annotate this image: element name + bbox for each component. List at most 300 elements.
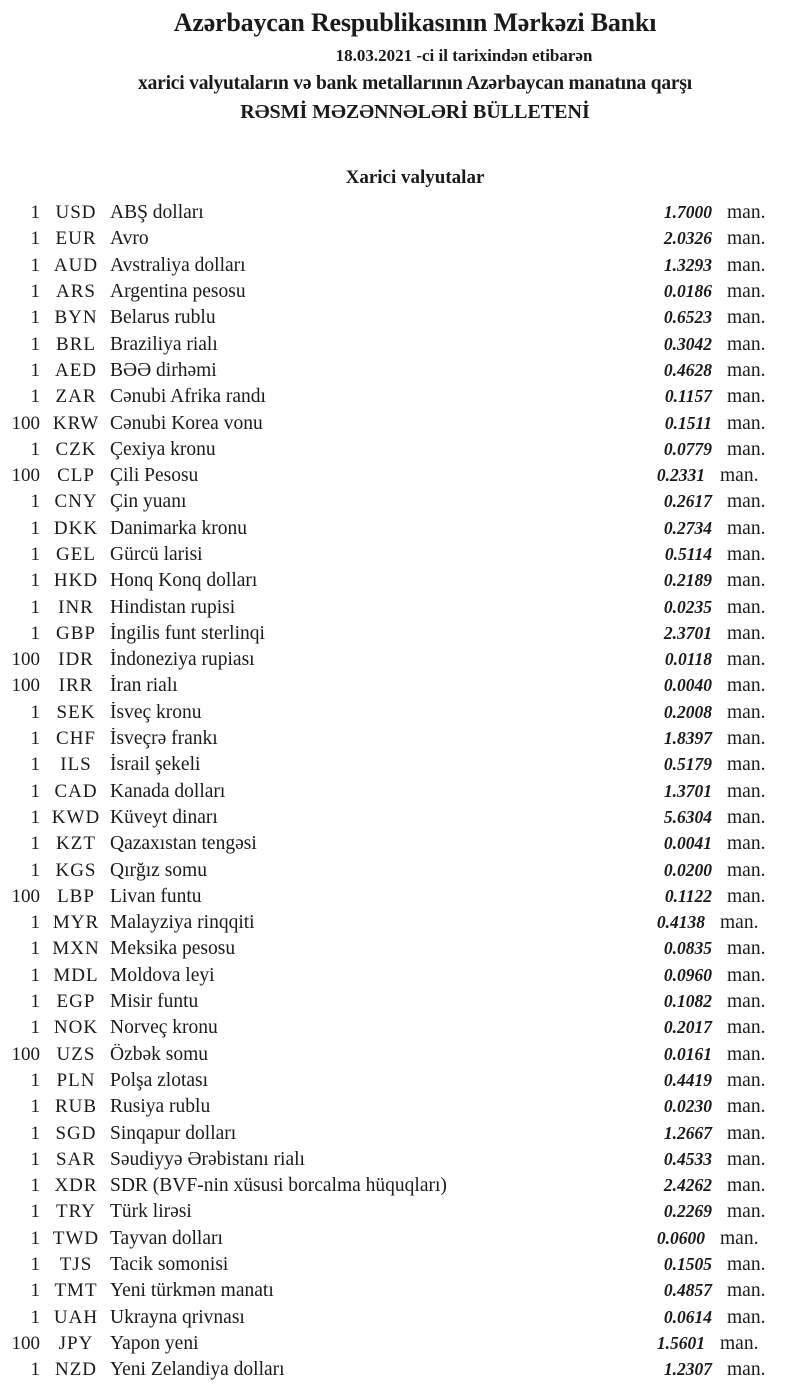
bulletin-title: RƏSMİ MƏZƏNNƏLƏRİ BÜLLETENİ — [240, 101, 590, 123]
currency-name: Meksika pesosu — [110, 938, 236, 960]
currency-quantity: 1 — [30, 333, 40, 355]
currency-name: Yapon yeni — [110, 1332, 199, 1354]
rate-unit-label: man. — [727, 570, 766, 592]
currency-name: ABŞ dolları — [110, 202, 204, 224]
rate-group — [622, 281, 772, 303]
rate-row — [0, 542, 800, 568]
currency-code: BYN — [54, 307, 98, 329]
rate-row — [0, 279, 800, 305]
currency-code: NZD — [54, 1359, 98, 1381]
currency-quantity: 1 — [30, 438, 40, 460]
rate-group — [622, 334, 772, 356]
currency-code: KRW — [52, 412, 100, 434]
bulletin-header — [0, 0, 800, 189]
effective-date-line: 18.03.2021 -ci il tarixindən etibarən — [335, 46, 593, 65]
rate-row — [0, 1042, 800, 1068]
currency-code: IRR — [58, 675, 94, 697]
currency-quantity: 1 — [30, 1017, 40, 1039]
rate-group — [622, 754, 772, 776]
rate-row — [0, 384, 800, 410]
currency-name: Çin yuanı — [110, 491, 187, 513]
currency-quantity: 1 — [30, 386, 40, 408]
rate-group — [622, 1123, 772, 1145]
rate-value: 0.2189 — [663, 570, 712, 591]
currency-name: Çexiya kronu — [110, 438, 216, 460]
rate-group — [622, 386, 772, 408]
currency-code: SAR — [56, 1148, 96, 1170]
currency-quantity: 1 — [30, 544, 40, 565]
rate-value: 0.4628 — [663, 359, 712, 380]
currency-name: İsveç kronu — [110, 701, 202, 723]
currency-code: BRL — [56, 333, 96, 355]
rate-row — [0, 226, 800, 252]
currency-quantity: 1 — [30, 833, 40, 855]
rate-unit-label: man. — [727, 544, 766, 565]
currency-code: EUR — [55, 228, 97, 250]
currency-name: Cənubi Korea vonu — [110, 412, 263, 434]
rate-row — [0, 1226, 800, 1252]
currency-code: ILS — [60, 754, 92, 776]
rate-value: 0.6523 — [663, 307, 712, 328]
bank-name-title: Azərbaycan Respublikasının Mərkəzi Bankı — [173, 8, 657, 37]
rate-row — [0, 910, 800, 936]
rate-unit-label: man. — [727, 1148, 766, 1170]
currency-name: Avro — [110, 228, 149, 250]
rate-group — [622, 886, 772, 908]
rate-unit-label: man. — [727, 1254, 766, 1276]
currency-name: Gürcü larisi — [110, 544, 203, 565]
rate-row — [0, 358, 800, 384]
currency-name: BƏƏ dirhəmi — [110, 359, 217, 381]
rate-value: 0.0041 — [663, 833, 712, 854]
currency-code: CZK — [55, 438, 97, 460]
rate-row — [0, 647, 800, 673]
rate-row — [0, 673, 800, 699]
currency-name: Sinqapur dolları — [110, 1122, 237, 1144]
rate-value: 1.5601 — [656, 1332, 705, 1353]
rate-value: 0.0779 — [663, 438, 712, 459]
rate-value: 0.1082 — [663, 991, 712, 1012]
rate-group — [622, 518, 772, 540]
currency-code: TRY — [56, 1201, 96, 1223]
currency-quantity: 1 — [30, 622, 40, 644]
rate-group — [622, 1201, 772, 1223]
rate-row — [0, 1357, 800, 1383]
rate-group — [615, 465, 765, 487]
currency-code: GBP — [56, 622, 96, 644]
rate-value: 0.3042 — [663, 333, 712, 354]
rate-unit-label: man. — [727, 307, 766, 329]
currency-name: Hindistan rupisi — [110, 596, 236, 618]
currency-code: GEL — [56, 544, 96, 565]
currency-quantity: 1 — [30, 859, 40, 881]
currency-name: Küveyt dinarı — [110, 806, 218, 828]
rate-group — [622, 1307, 772, 1329]
currency-code: UZS — [56, 1043, 96, 1065]
currency-quantity: 1 — [30, 1122, 40, 1144]
rate-group — [622, 1044, 772, 1066]
rate-value: 0.0118 — [664, 649, 712, 670]
rate-value: 0.0235 — [663, 596, 712, 617]
rate-group — [622, 702, 772, 724]
currency-code: JPY — [58, 1332, 94, 1354]
rate-row — [0, 779, 800, 805]
rate-value: 0.0960 — [663, 964, 712, 985]
rate-value: 0.1157 — [664, 386, 712, 407]
currency-code: KWD — [51, 806, 101, 828]
currency-code: MDL — [53, 964, 99, 986]
currency-name: Türk lirəsi — [110, 1201, 192, 1223]
section-title-foreign-currencies: Xarici valyutalar — [345, 167, 485, 188]
rate-row — [0, 437, 800, 463]
currency-name: Polşa zlotası — [110, 1069, 209, 1091]
currency-quantity: 1 — [30, 491, 40, 513]
rate-unit-label: man. — [727, 649, 766, 671]
currency-quantity: 1 — [30, 281, 40, 303]
rate-unit-label: man. — [727, 228, 766, 250]
rate-row — [0, 1147, 800, 1173]
rate-row — [0, 489, 800, 515]
rate-value: 0.5114 — [664, 544, 712, 564]
rate-unit-label: man. — [727, 386, 766, 408]
rate-group — [622, 623, 772, 645]
currency-quantity: 1 — [30, 359, 40, 381]
rate-row — [0, 884, 800, 910]
rate-unit-label: man. — [727, 1306, 766, 1328]
currency-name: Rusiya rublu — [110, 1096, 211, 1118]
rate-unit-label: man. — [727, 1201, 766, 1223]
rate-row — [0, 621, 800, 647]
rate-unit-label: man. — [727, 333, 766, 355]
rate-unit-label: man. — [727, 675, 766, 697]
rate-value: 0.2269 — [663, 1201, 712, 1222]
rate-row — [0, 726, 800, 752]
rate-value: 0.2331 — [656, 465, 705, 486]
currency-code: AUD — [53, 254, 99, 276]
rate-group — [622, 1096, 772, 1118]
rate-value: 0.2617 — [663, 491, 712, 512]
currency-code: INR — [58, 596, 94, 618]
rate-unit-label: man. — [727, 885, 766, 907]
currency-code: CLP — [57, 465, 95, 487]
rate-row — [0, 331, 800, 357]
rate-unit-label: man. — [727, 1175, 766, 1197]
currency-quantity: 1 — [30, 1254, 40, 1276]
currency-name: SDR (BVF-nin xüsusi borcalma hüquqları) — [110, 1175, 447, 1197]
currency-code: LBP — [57, 885, 95, 907]
currency-quantity: 100 — [11, 675, 40, 697]
rate-group — [622, 675, 772, 697]
currency-name: Braziliya rialı — [110, 333, 218, 355]
rate-value: 0.5179 — [663, 754, 712, 775]
currency-name: Cənubi Afrika randı — [110, 386, 266, 408]
rate-row — [0, 568, 800, 594]
rate-group — [622, 965, 772, 987]
currency-code: CNY — [54, 491, 98, 513]
currency-quantity: 100 — [11, 1332, 40, 1354]
rate-unit-label: man. — [727, 596, 766, 618]
rate-unit-label: man. — [727, 728, 766, 750]
currency-quantity: 1 — [30, 701, 40, 723]
rate-unit-label: man. — [720, 1332, 759, 1354]
currency-quantity: 1 — [30, 912, 40, 934]
currency-code: SEK — [56, 701, 96, 723]
currency-code: PLN — [56, 1069, 96, 1091]
rate-row — [0, 1120, 800, 1146]
currency-code: AED — [54, 359, 98, 381]
rate-row — [0, 1068, 800, 1094]
currency-quantity: 1 — [30, 1148, 40, 1170]
rate-group — [622, 860, 772, 882]
rate-unit-label: man. — [727, 964, 766, 986]
currency-quantity: 1 — [30, 938, 40, 960]
currency-name: Argentina pesosu — [110, 281, 246, 303]
rate-value: 0.0600 — [656, 1227, 705, 1248]
rate-unit-label: man. — [727, 517, 766, 539]
rate-row — [0, 253, 800, 279]
currency-quantity: 1 — [30, 1069, 40, 1091]
rate-unit-label: man. — [727, 412, 766, 434]
currency-code: KZT — [56, 833, 96, 855]
currency-name: Danimarka kronu — [110, 517, 247, 539]
rate-row — [0, 1304, 800, 1330]
currency-quantity: 1 — [30, 964, 40, 986]
currency-name: Belarus rublu — [110, 307, 216, 329]
currency-name: Misir funtu — [110, 991, 199, 1013]
rate-row — [0, 463, 800, 489]
currency-quantity: 1 — [30, 1359, 40, 1381]
rate-unit-label: man. — [727, 938, 766, 960]
rate-value: 1.7000 — [663, 202, 712, 223]
currency-code: USD — [55, 202, 97, 224]
rate-unit-label: man. — [727, 359, 766, 381]
currency-name: Qırğız somu — [110, 859, 207, 881]
currency-name: Tacik somonisi — [110, 1254, 229, 1276]
exchange-rates-table — [0, 200, 800, 1383]
rate-group — [622, 649, 772, 671]
rate-value: 1.8397 — [663, 728, 712, 749]
currency-quantity: 1 — [30, 596, 40, 618]
rate-group — [615, 1228, 765, 1250]
rate-group — [622, 781, 772, 803]
rate-row — [0, 1331, 800, 1357]
rate-row — [0, 805, 800, 831]
rate-unit-label: man. — [727, 780, 766, 802]
currency-code: KGS — [55, 859, 97, 881]
currency-name: Tayvan dolları — [110, 1227, 223, 1249]
currency-code: HKD — [53, 570, 99, 592]
rate-unit-label: man. — [727, 491, 766, 513]
rate-group — [622, 807, 772, 829]
rate-value: 0.1511 — [664, 412, 712, 433]
currency-quantity: 1 — [30, 806, 40, 828]
rate-value: 0.4857 — [663, 1280, 712, 1301]
rate-group — [622, 544, 772, 566]
rate-unit-label: man. — [727, 701, 766, 723]
rate-row — [0, 1252, 800, 1278]
currency-code: TJS — [59, 1254, 93, 1276]
currency-quantity: 1 — [30, 1280, 40, 1302]
currency-quantity: 1 — [30, 517, 40, 539]
rate-group — [622, 202, 772, 224]
rate-unit-label: man. — [727, 833, 766, 855]
currency-quantity: 1 — [30, 228, 40, 250]
rate-group — [622, 413, 772, 435]
rate-value: 0.2008 — [663, 701, 712, 722]
currency-quantity: 100 — [11, 649, 40, 671]
currency-quantity: 1 — [30, 728, 40, 750]
currency-quantity: 100 — [11, 465, 40, 487]
rate-group — [622, 1070, 772, 1092]
currency-name: İndoneziya rupiası — [110, 649, 255, 671]
currency-code: RUB — [54, 1096, 98, 1118]
rate-unit-label: man. — [727, 202, 766, 224]
currency-code: CAD — [54, 780, 98, 802]
rate-unit-label: man. — [727, 991, 766, 1013]
rate-row — [0, 200, 800, 226]
rate-value: 0.2734 — [663, 517, 712, 538]
rate-value: 1.2307 — [663, 1359, 712, 1380]
rate-group — [622, 833, 772, 855]
rate-unit-label: man. — [727, 1069, 766, 1091]
currency-code: TWD — [52, 1227, 100, 1249]
rate-value: 1.3293 — [663, 254, 712, 275]
rate-unit-label: man. — [727, 859, 766, 881]
rate-row — [0, 516, 800, 542]
currency-name: Səudiyyə Ərəbistanı rialı — [110, 1148, 305, 1170]
currency-name: Livan funtu — [110, 885, 202, 907]
rate-group — [622, 1149, 772, 1171]
rate-unit-label: man. — [727, 1043, 766, 1065]
rate-value: 0.0200 — [663, 859, 712, 880]
rate-unit-label: man. — [727, 1122, 766, 1144]
rate-group — [622, 1280, 772, 1302]
currency-quantity: 100 — [11, 885, 40, 907]
rate-unit-label: man. — [727, 1096, 766, 1118]
rate-row — [0, 1199, 800, 1225]
currency-quantity: 1 — [30, 991, 40, 1013]
currency-name: Moldova leyi — [110, 964, 215, 986]
rate-row — [0, 989, 800, 1015]
rate-unit-label: man. — [720, 1227, 759, 1249]
rate-row — [0, 1015, 800, 1041]
currency-quantity: 1 — [30, 202, 40, 224]
currency-name: Yeni Zelandiya dolları — [110, 1359, 285, 1381]
rate-value: 1.2667 — [663, 1122, 712, 1143]
rate-unit-label: man. — [727, 1017, 766, 1039]
currency-quantity: 1 — [30, 1201, 40, 1223]
rate-value: 0.2017 — [663, 1017, 712, 1038]
currency-quantity: 1 — [30, 1175, 40, 1197]
currency-name: Kanada dolları — [110, 780, 226, 802]
rate-row — [0, 857, 800, 883]
currency-code: SGD — [55, 1122, 97, 1144]
rate-row — [0, 1094, 800, 1120]
currency-quantity: 1 — [30, 254, 40, 276]
rate-row — [0, 752, 800, 778]
rate-unit-label: man. — [727, 281, 766, 303]
currency-quantity: 1 — [30, 307, 40, 329]
currency-quantity: 1 — [30, 570, 40, 592]
rate-value: 0.4419 — [663, 1069, 712, 1090]
rate-group — [622, 938, 772, 960]
rate-group — [615, 1333, 765, 1355]
rate-value: 0.0186 — [663, 281, 712, 302]
rate-group — [622, 1254, 772, 1276]
currency-code: CHF — [56, 728, 96, 750]
rate-group — [622, 1359, 772, 1381]
rate-group — [622, 439, 772, 461]
rate-group — [622, 360, 772, 382]
rate-value: 2.0326 — [663, 228, 712, 249]
rate-group — [622, 228, 772, 250]
currency-name: İsrail şekeli — [110, 754, 201, 776]
rate-row — [0, 1278, 800, 1304]
rate-group — [622, 597, 772, 619]
rate-row — [0, 831, 800, 857]
currency-name: Norveç kronu — [110, 1017, 218, 1039]
currency-name: İran rialı — [110, 675, 178, 697]
rate-value: 2.4262 — [663, 1175, 712, 1196]
rate-unit-label: man. — [727, 1359, 766, 1381]
rate-row — [0, 305, 800, 331]
rate-row — [0, 1173, 800, 1199]
currency-code: UAH — [53, 1306, 99, 1328]
currency-quantity: 1 — [30, 780, 40, 802]
rate-value: 0.0230 — [663, 1096, 712, 1117]
currency-quantity: 1 — [30, 1227, 40, 1249]
rate-group — [622, 1175, 772, 1197]
currency-name: Qazaxıstan tengəsi — [110, 833, 257, 855]
rate-row — [0, 594, 800, 620]
rate-value: 0.0835 — [663, 938, 712, 959]
currency-quantity: 100 — [11, 412, 40, 434]
rate-group — [622, 307, 772, 329]
currency-code: MYR — [52, 912, 100, 934]
rate-value: 0.0161 — [663, 1043, 712, 1064]
currency-code: DKK — [53, 517, 99, 539]
currency-code: NOK — [53, 1017, 99, 1039]
currency-quantity: 1 — [30, 754, 40, 776]
rate-value: 0.4533 — [663, 1148, 712, 1169]
rate-group — [622, 728, 772, 750]
currency-name: Yeni türkmən manatı — [110, 1280, 274, 1302]
currency-code: MXN — [52, 938, 100, 960]
rate-group — [622, 1017, 772, 1039]
currency-code: IDR — [58, 649, 94, 671]
rate-value: 2.3701 — [663, 622, 712, 643]
rate-unit-label: man. — [727, 1280, 766, 1302]
currency-code: EGP — [56, 991, 96, 1013]
rate-value: 5.6304 — [663, 806, 712, 827]
rate-group — [622, 255, 772, 277]
rate-row — [0, 936, 800, 962]
currency-name: Honq Konq dolları — [110, 570, 258, 592]
currency-quantity: 1 — [30, 1306, 40, 1328]
rate-value: 0.1505 — [663, 1254, 712, 1275]
currency-code: TMT — [54, 1280, 98, 1302]
rate-value: 0.4138 — [656, 912, 705, 933]
currency-name: Malayziya rinqqiti — [110, 912, 255, 934]
currency-name: Avstraliya dolları — [110, 254, 246, 276]
rate-unit-label: man. — [727, 438, 766, 460]
currency-name: Çili Pesosu — [110, 465, 199, 487]
rate-unit-label: man. — [720, 465, 759, 487]
rate-group — [622, 491, 772, 513]
currency-name: Özbək somu — [110, 1043, 209, 1065]
rate-row — [0, 963, 800, 989]
currency-name: İngilis funt sterlinqi — [110, 622, 265, 644]
